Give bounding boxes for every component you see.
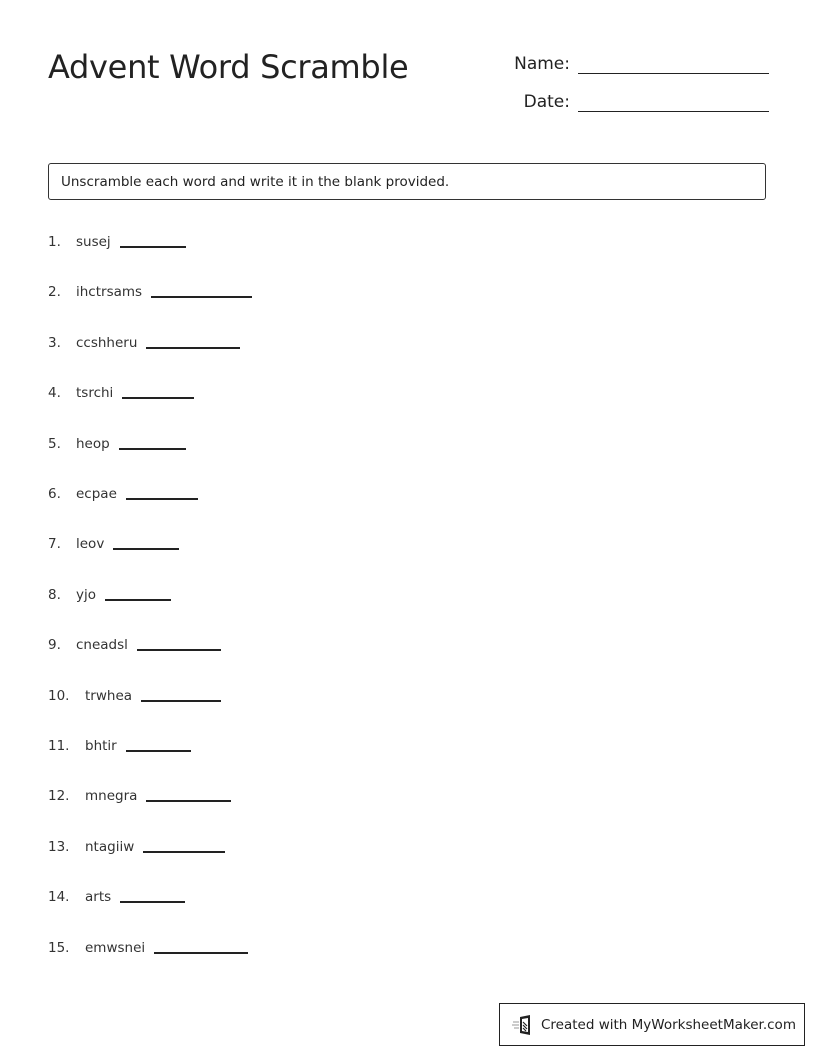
answer-blank[interactable]: [120, 246, 186, 248]
list-item: [48, 885, 185, 905]
list-item: [48, 784, 231, 804]
item-number: 14.: [48, 889, 70, 906]
item-number: 1.: [48, 234, 61, 250]
list-item: [48, 734, 191, 754]
scrambled-word: ihctrsams: [76, 284, 143, 301]
answer-blank[interactable]: [143, 851, 225, 853]
list-item: [48, 230, 186, 250]
scrambled-word: ecpae: [76, 486, 117, 502]
list-item: [48, 532, 179, 552]
answer-blank[interactable]: [146, 347, 240, 349]
item-number: 8.: [48, 586, 61, 603]
item-number: 2.: [48, 284, 61, 301]
scrambled-word: emwsnei: [85, 939, 146, 956]
date-blank-line[interactable]: [578, 93, 769, 112]
answer-blank[interactable]: [126, 750, 191, 752]
item-number: 4.: [48, 385, 61, 402]
name-field[interactable]: [500, 54, 769, 74]
scrambled-word: heop: [76, 435, 110, 452]
item-number: 7.: [48, 536, 61, 553]
footer-credit[interactable]: [499, 1003, 805, 1046]
footer-text: Created with MyWorksheetMaker.com: [541, 1016, 796, 1033]
worksheet-maker-logo-icon: [512, 1014, 534, 1036]
item-number: 15.: [48, 939, 70, 956]
answer-blank[interactable]: [120, 901, 185, 903]
list-item: [48, 381, 194, 401]
answer-blank[interactable]: [119, 448, 186, 450]
answer-blank[interactable]: [113, 548, 179, 550]
list-item: [48, 936, 248, 956]
list-item: [48, 280, 252, 300]
scrambled-word: leov: [76, 536, 105, 553]
item-number: 11.: [48, 738, 70, 754]
item-number: 10.: [48, 687, 70, 704]
name-blank-line[interactable]: [578, 55, 769, 74]
list-item: [48, 432, 186, 452]
item-number: 13.: [48, 838, 70, 855]
answer-blank[interactable]: [151, 296, 252, 298]
scrambled-word: trwhea: [85, 687, 133, 704]
answer-blank[interactable]: [141, 700, 221, 702]
date-field[interactable]: [500, 92, 769, 112]
answer-blank[interactable]: [146, 800, 231, 802]
item-number: 6.: [48, 486, 61, 502]
item-number: 3.: [48, 334, 61, 351]
instructions-text: Unscramble each word and write it in the blank provided.: [61, 173, 450, 190]
scrambled-word: susej: [76, 234, 111, 250]
list-item: [48, 633, 221, 653]
answer-blank[interactable]: [154, 952, 248, 954]
scrambled-word: bhtir: [85, 738, 117, 754]
scrambled-word: ntagiiw: [85, 838, 135, 855]
instructions-box: [48, 163, 766, 200]
date-label: Date:: [523, 92, 570, 112]
answer-blank[interactable]: [137, 649, 221, 651]
scrambled-word: mnegra: [85, 788, 138, 805]
list-item: [48, 583, 171, 603]
answer-blank[interactable]: [122, 397, 194, 399]
list-item: [48, 331, 240, 351]
scrambled-word: yjo: [76, 586, 96, 603]
list-item: [48, 835, 225, 855]
answer-blank[interactable]: [126, 498, 198, 500]
page-title: Advent Word Scramble: [48, 48, 409, 86]
name-label: Name:: [514, 54, 570, 74]
item-number: 9.: [48, 637, 61, 654]
list-item: [48, 684, 221, 704]
list-item: [48, 482, 198, 502]
answer-blank[interactable]: [105, 599, 171, 601]
scrambled-word: ccshheru: [76, 334, 138, 351]
scrambled-word: arts: [85, 889, 112, 906]
item-number: 5.: [48, 435, 61, 452]
item-number: 12.: [48, 788, 70, 805]
scrambled-word: tsrchi: [76, 385, 114, 402]
scrambled-word: cneadsl: [76, 637, 128, 654]
